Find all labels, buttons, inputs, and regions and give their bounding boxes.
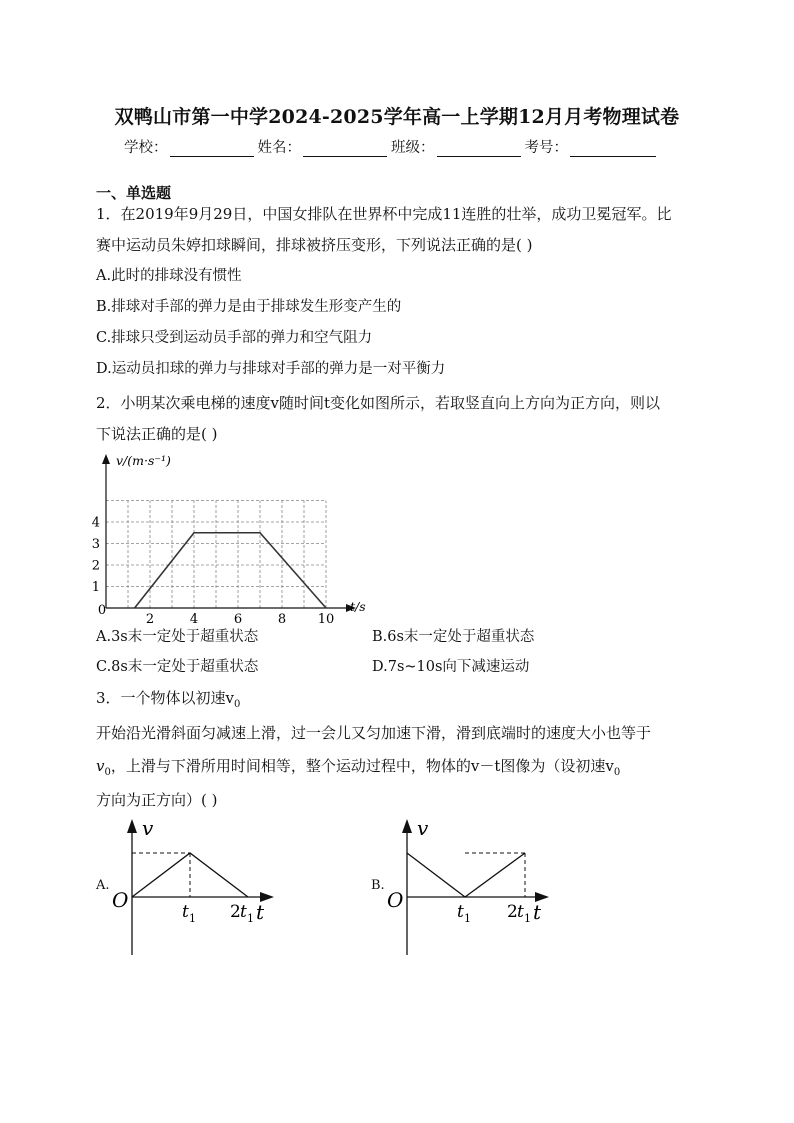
- y-tick-label: 4: [91, 515, 100, 531]
- exam-number-blank: [570, 142, 656, 157]
- v0-symbol: v: [96, 757, 105, 775]
- q3-line3-text: ，上滑与下滑所用时间相等，整个运动过程中，物体的v－t图像为（设初速v: [110, 757, 614, 775]
- q1-option-c: C.排球只受到运动员手部的弹力和空气阻力: [96, 330, 373, 346]
- q2-option-b: B.6s末一定处于超重状态: [372, 629, 535, 645]
- page-title: 双鸭山市第一中学2024-2025学年高一上学期12月月考物理试卷: [114, 106, 680, 128]
- section-heading: 一、单选题: [96, 184, 172, 202]
- x-tick-label: 6: [233, 612, 243, 623]
- y-tick-label: 2: [91, 558, 100, 574]
- b-v-axis-arrow: [402, 819, 412, 833]
- velocity-series-line: [135, 533, 326, 608]
- q2-option-a: A.3s末一定处于超重状态: [96, 629, 259, 645]
- q3-option-b-label: B.: [371, 878, 385, 893]
- q1-option-b: B.排球对手部的弹力是由于排球发生形变产生的: [96, 299, 402, 315]
- name-label: 姓名：: [257, 140, 301, 156]
- a-2t1-label: t: [240, 902, 247, 922]
- b-two-label: 2: [507, 902, 518, 922]
- a-v-label: v: [142, 816, 154, 840]
- student-info-row: [124, 136, 660, 157]
- x-tick-label: 8: [277, 612, 287, 623]
- q3-line1-text: 3．一个物体以初速v: [96, 689, 235, 707]
- b-vt-line: [407, 853, 525, 897]
- b-2t1-label: t: [517, 902, 524, 922]
- exam-number-label: 考号：: [524, 140, 568, 156]
- b-2t1-subscript: 1: [524, 912, 531, 925]
- chart-grid: [106, 501, 326, 609]
- q1-stem-line1: 1．在2019年9月29日，中国女排队在世界杯中完成11连胜的壮举，成功卫冕冠军。比: [96, 205, 672, 223]
- a-t1-label: t: [182, 902, 189, 922]
- school-label: 学校：: [124, 140, 168, 156]
- y-tick-label: 3: [91, 537, 100, 552]
- x-tick-label: 4: [189, 612, 199, 623]
- q3-stem-line4: 方向为正方向）( ): [96, 791, 218, 809]
- class-label: 班级：: [391, 140, 435, 156]
- a-origin-label: O: [112, 888, 129, 912]
- a-2t1-subscript: 1: [247, 912, 254, 925]
- q3-option-b-graph: [383, 815, 563, 960]
- q2-option-c: C.8s末一定处于超重状态: [96, 659, 259, 675]
- x-tick-label: 10: [317, 612, 335, 623]
- y-axis-label: v/(m·s⁻¹): [116, 453, 171, 468]
- a-two-label: 2: [230, 902, 241, 922]
- q3-stem-line1: [96, 688, 240, 715]
- v0-subscript-2: 0: [104, 767, 111, 778]
- q2-velocity-time-chart: [88, 448, 388, 623]
- class-blank: [437, 142, 521, 157]
- b-t1-label: t: [457, 902, 464, 922]
- q1-stem-line2: 赛中运动员朱婷扣球瞬间，排球被挤压变形，下列说法正确的是( ): [96, 236, 533, 254]
- b-t-label: t: [533, 900, 542, 924]
- x-axis-label: t/s: [350, 599, 366, 614]
- school-blank: [170, 142, 254, 157]
- v0-subscript-3: 0: [613, 767, 621, 778]
- name-blank: [303, 142, 387, 157]
- b-origin-label: O: [387, 888, 404, 912]
- origin-label: 0: [97, 603, 107, 618]
- q3-stem-line2: 开始沿光滑斜面匀减速上滑，过一会儿又匀加速下滑，滑到底端时的速度大小也等于: [96, 724, 652, 742]
- b-v-label: v: [417, 816, 429, 840]
- q1-option-d: D.运动员扣球的弹力与排球对手部的弹力是一对平衡力: [96, 361, 446, 377]
- y-tick-label: 1: [91, 580, 100, 595]
- y-axis-arrow: [102, 454, 110, 464]
- q2-stem-line1: 2．小明某次乘电梯的速度v随时间t变化如图所示，若取竖直向上方向为正方向，则以: [96, 394, 661, 412]
- a-t1-subscript: 1: [189, 912, 196, 925]
- b-t1-subscript: 1: [464, 912, 471, 925]
- q3-option-a-graph: [108, 815, 288, 960]
- q2-stem-line2: 下说法正确的是( ): [96, 425, 218, 443]
- a-t-label: t: [256, 900, 265, 924]
- q3-stem-line3: [96, 756, 620, 783]
- q1-option-a: A.此时的排球没有惯性: [96, 268, 242, 284]
- v0-subscript: 0: [234, 699, 241, 710]
- x-tick-label: 2: [145, 612, 155, 623]
- q2-option-d: D.7s~10s向下减速运动: [372, 659, 530, 675]
- a-v-axis-arrow: [127, 819, 137, 833]
- q3-option-a-label: A.: [96, 878, 110, 893]
